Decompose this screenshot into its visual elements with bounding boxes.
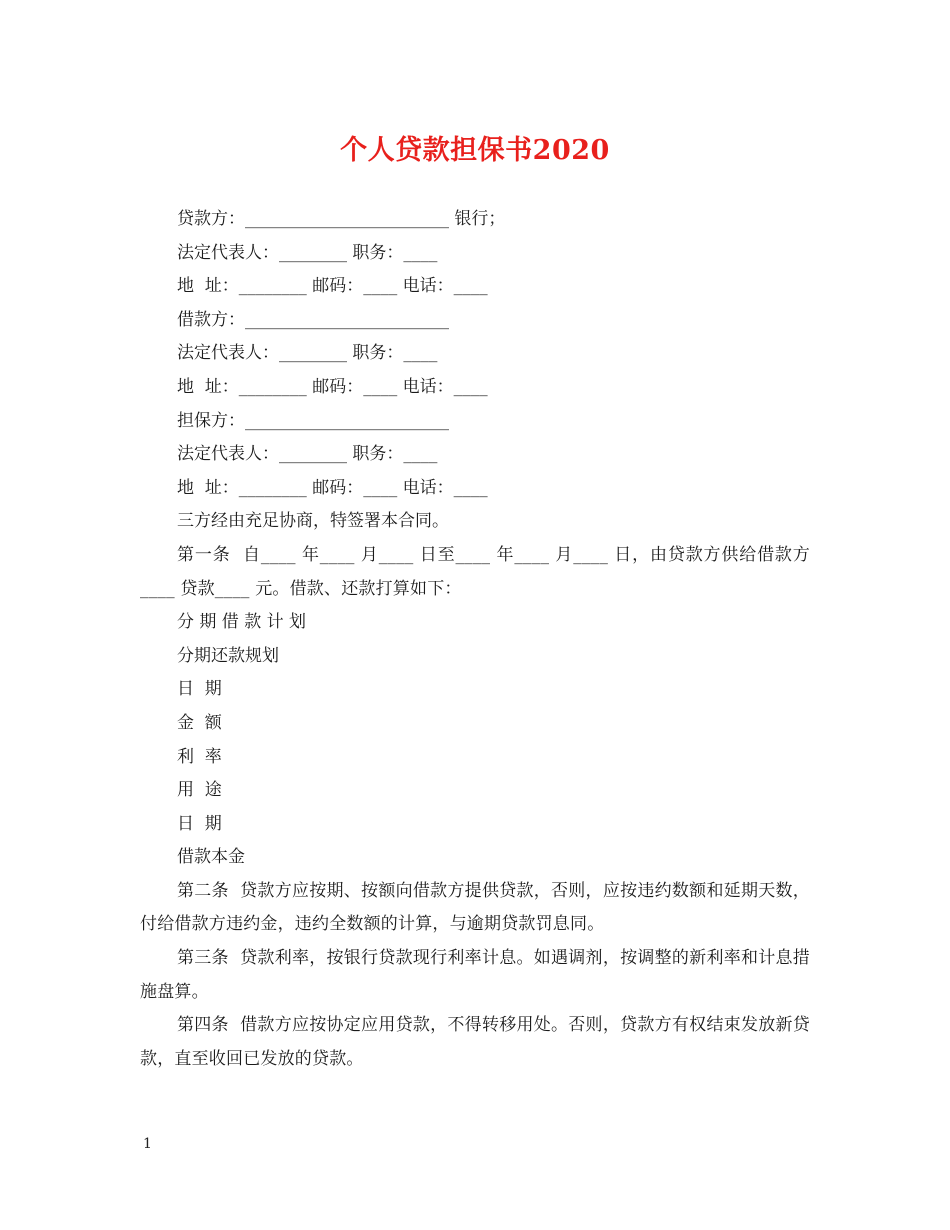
plan-line: 金 额 — [177, 712, 222, 733]
lender-representative-line: 法定代表人：________ 职务：____ — [177, 242, 438, 263]
borrower-line: 借款方：________________________ — [177, 309, 449, 330]
plan-line: 日 期 — [177, 813, 222, 834]
lender-address-line: 地 址：________ 邮码：____ 电话：____ — [177, 276, 488, 297]
lender-line: 贷款方：________________________ 银行； — [177, 209, 506, 229]
article-3: 第三条 贷款利率，按银行贷款现行利率计息。如遇调剂，按调整的新利率和计息措施盘算。 — [140, 948, 810, 1002]
guarantor-address-line: 地 址：________ 邮码：____ 电话：____ — [177, 477, 488, 498]
plan-line: 分 期 借 款 计 划 — [177, 612, 307, 633]
document-title: 个人贷款担保书2020 — [340, 135, 610, 166]
guarantor-line: 担保方：________________________ — [177, 410, 449, 431]
plan-line: 用 途 — [177, 780, 222, 801]
borrower-representative-line: 法定代表人：________ 职务：____ — [177, 343, 438, 364]
article-1: 第一条 自____ 年____ 月____ 日至____ 年____ 月____ 日，由贷款方供给借款方____ 贷款____ 元。借款、还款打算如下： — [140, 544, 810, 599]
plan-line: 利 率 — [177, 746, 222, 767]
article-4: 第四条 借款方应按协定应用贷款，不得转移用处。否则，贷款方有权结束发放新贷款，直至收回已发放的贷款。 — [140, 1015, 810, 1069]
guarantor-representative-line: 法定代表人：________ 职务：____ — [177, 444, 438, 465]
plan-line: 日 期 — [177, 679, 222, 700]
plan-line: 分期还款规划 — [177, 645, 279, 666]
document-body — [140, 203, 810, 1076]
article-2: 第二条 贷款方应按期、按额向借款方提供贷款，否则，应按违约数额和延期天数，付给借款方违约金，违约全数额的计算，与逾期贷款罚息同。 — [140, 880, 810, 935]
borrower-address-line: 地 址：________ 邮码：____ 电话：____ — [177, 376, 488, 397]
page-number: 1 — [143, 1136, 152, 1152]
agreement-statement: 三方经由充足协商，特签署本合同。 — [177, 511, 449, 532]
plan-line: 借款本金 — [177, 847, 245, 868]
